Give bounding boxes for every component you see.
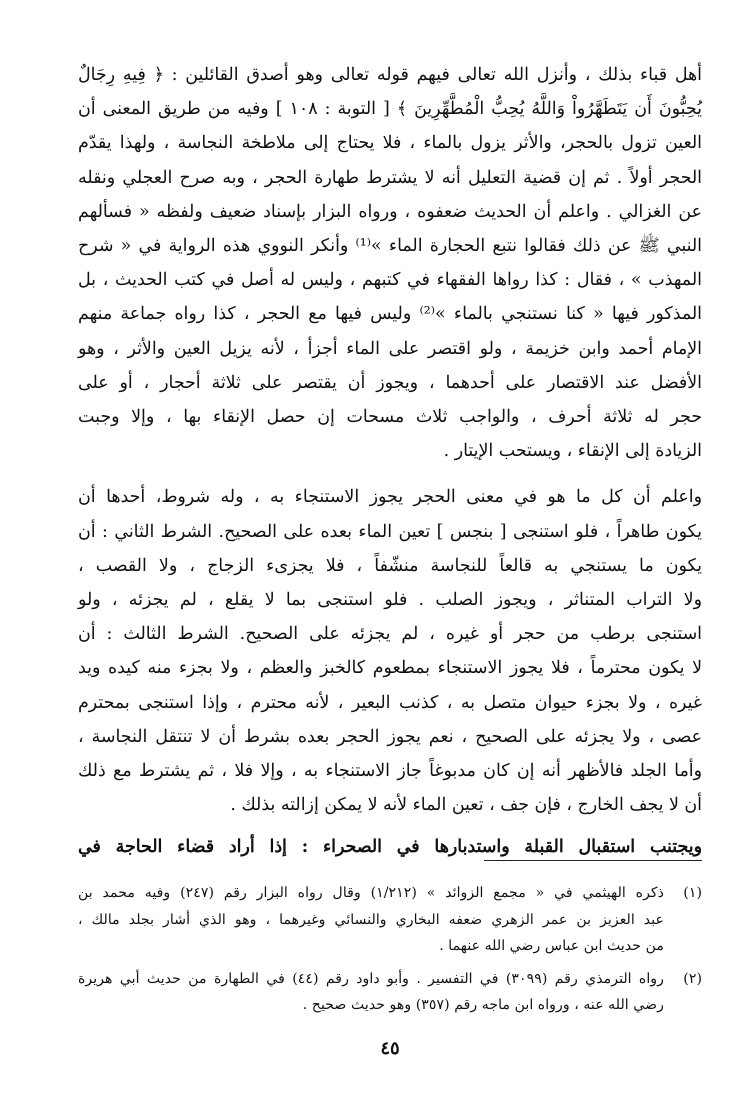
text-line: يكون طاهراً ، فلو استنجى [ بنجس ] تعين الماء بعده على الصحيح. الشرط الثاني : أن — [78, 521, 702, 542]
text-line: استنجى برطب من حجر أو غيره ، لم يجزئه على الصحيح. الشرط الثالث : أن — [78, 624, 702, 645]
text-line: الزيادة إلى الإنقاء ، ويستحب الإيتار . — [443, 441, 702, 462]
text-line: الأفضل عند الاقتصار على أحدهما ، ويجوز أن يقتصر على ثلاثة أحجار ، أو على — [78, 372, 702, 393]
text-line: واعلم أن كل ما هو في معنى الحجر يجوز الاستنجاء به ، وله شروط، أحدها أن — [78, 487, 702, 508]
footnote-separator — [484, 860, 702, 861]
section-heading: ويجتنب استقبال القبلة واستدبارها في الصحراء : إذا أراد قضاء الحاجة في — [78, 837, 702, 858]
text-line: أهل قباء بذلك ، وأنزل الله تعالى فيهم قوله تعالى وهو أصدق القائلين : ﴿ فِيهِ رِجَالٌ — [78, 65, 702, 85]
text-line: لا يكون محترماً ، فلا يجوز الاستنجاء بمطعوم كالخبز والعظم ، ولا بجزء منه كيده ويد — [78, 658, 702, 679]
text-line: النبي ﷺ عن ذلك فقالوا نتبع الحجارة الماء »⁽¹⁾ وأنكر النووي هذه الرواية في « شرح — [78, 236, 702, 257]
book-page — [78, 58, 702, 1068]
text-line: الإمام أحمد وابن خزيمة ، ولو اقتصر على الماء أجزأ ، لأنه يزيل العين والأثر ، وهو — [78, 338, 702, 359]
footnote-2 — [78, 966, 702, 1019]
text-line: يُحِبُّونَ أَن يَتَطَهَّرُواْ وَاللَّهُ يُحِبُّ الْمُطَّهِّرِينَ ﴾ [ التوبة : ١٠٨ ] وفيه من طريق المعنى أن — [78, 99, 702, 120]
footnote-line: من حديث ابن عباس رضي الله عنهما . — [439, 938, 664, 954]
footnote-line: رواه الترمذي رقم (٣٠٩٩) في التفسير . وأبو داود رقم (٤٤) في الطهارة من حديث أبي هريرة — [78, 970, 664, 987]
text-line: حجر له ثلاثة أحرف ، والواجب ثلاث مسحات إن حصل الإنقاء بها ، وإلا وجبت — [78, 407, 702, 428]
text-line: المهذب » ، فقال : كذا رواها الفقهاء في كتبهم ، وليس له أصل في كتب الحديث ، بل — [78, 270, 702, 291]
text-line: ولا التراب المتناثر ، ويجوز الصلب . فلو استنجى بما لا يقلع ، لم يجزئه ، ولو — [78, 590, 702, 611]
text-line: وأما الجلد فالأظهر أنه إن كان مدبوغاً جاز الاستنجاء به ، وإلا فلا ، ثم يشترط مع ذلك — [78, 761, 702, 782]
footnote-number: (١) — [683, 885, 702, 901]
footnote-number: (٢) — [683, 970, 702, 987]
text-line: أن لا يجف الخارج ، فإن جف ، تعين الماء لأنه لا يمكن إزالته بذلك . — [230, 795, 702, 816]
text-line: المذكور فيها « كنا نستنجي بالماء »⁽²⁾ وليس فيها مع الحجر ، كذا رواه جماعة منهم — [78, 304, 703, 325]
footnote-line: ذكره الهيثمي في « مجمع الزوائد » (١/٢١٢) وقال رواه البزار رقم (٢٤٧) وفيه محمد بن — [78, 885, 664, 901]
paragraph-1 — [78, 58, 702, 468]
page-number: ٤٥ — [380, 1038, 400, 1059]
paragraph-2 — [78, 480, 702, 822]
text-line: عصى ، ولا يجزئه على الصحيح ، نعم يجوز الحجر بعده بشرط أن لا تنتقل النجاسة ، — [78, 726, 702, 747]
footnote-1 — [78, 880, 702, 960]
text-line: الحجر أولاً . ثم إن قضية التعليل أنه لا يشترط طهارة الحجر ، وبه صرح العجلي ونقله — [78, 167, 702, 188]
footnote-line: عبد العزيز بن عمر الزهري ضعفه البخاري والنسائي وغيرهما ، وهو الذي أشار بجلد مالك ، — [78, 911, 664, 928]
text-line: العين تزول بالحجر، والأثر يزول بالماء ، فلا يحتاج إلى ملاطخة النجاسة ، ولهذا يقدّم — [78, 133, 702, 154]
footnotes — [78, 880, 702, 1025]
text-line: غيره ، ولا بجزء حيوان متصل به ، كذنب البعير ، لأنه محترم ، وإذا استنجى بمحترم — [78, 692, 702, 713]
text-line: يكون ما يستنجي به قالعاً للنجاسة منشّفاً ، فلا يجزىء الزجاج ، ولا القصب ، — [78, 555, 702, 576]
paragraph-spacer — [78, 468, 702, 480]
text-line: عن الغزالي . واعلم أن الحديث ضعفوه ، ورواه البزار بإسناد ضعيف ولفظه « فسألهم — [78, 201, 702, 222]
footnote-line: رضي الله عنه ، ورواه ابن ماجه رقم (٣٥٧) وهو حديث صحيح . — [302, 997, 664, 1013]
